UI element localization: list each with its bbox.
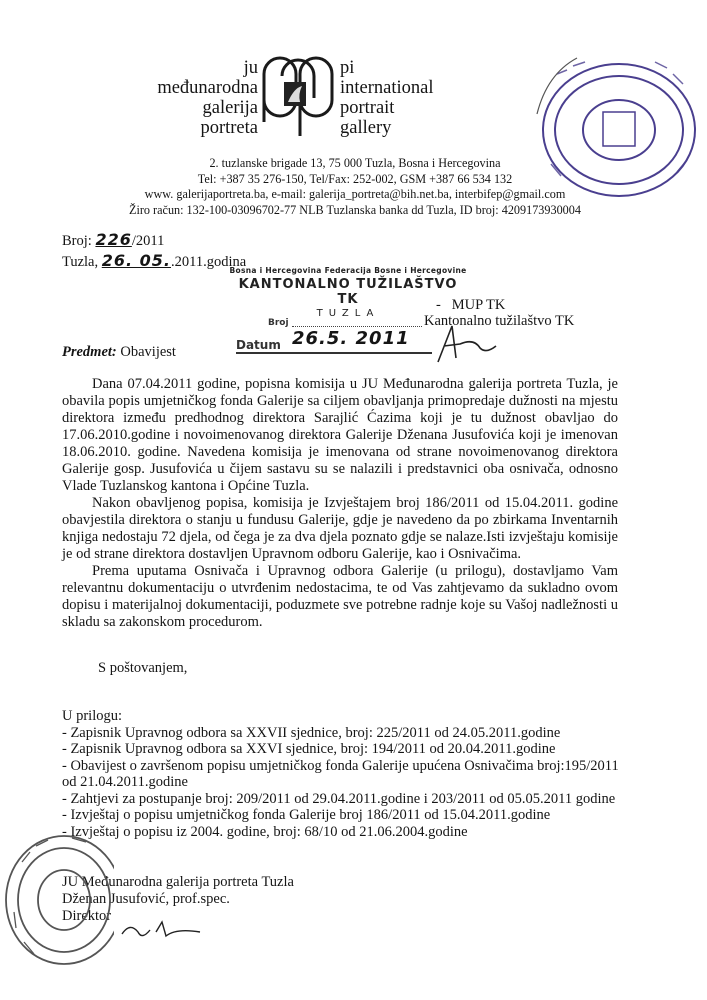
signature-institution: JU Međunarodna galerija portreta Tuzla xyxy=(62,874,294,890)
body-paragraph: Nakon obavljenog popisa, komisija je Izvještajem broj 186/2011 od 15.04.2011. godine obavjestila direktora o stanju u fundusu Galerije, gdje je navedeno da po zbirkama Inventarnih knjiga nedostaju 72 djela, od čega je za dva djela poznato gdje se nalaze.Isti izvještaju komisije je od strane direktora dostavljen Upravnom odboru Galerije, kao i Osnivačima. xyxy=(62,495,618,562)
received-stamp-broj-line xyxy=(292,326,422,327)
signature-name: Dženan Jusufović, prof.spec. xyxy=(62,891,230,907)
received-stamp-broj-label: Broj xyxy=(268,318,289,328)
received-stamp-datum-label: Datum xyxy=(236,338,281,352)
greeting: S poštovanjem, xyxy=(98,660,188,676)
attachment-item: - Zapisnik Upravnog odbora sa XXVI sjednice, broj: 194/2011 od 20.04.2011.godine xyxy=(62,741,556,757)
body-paragraph: Prema uputama Osnivača i Upravnog odbora Galerije (u prilogu), dostavljamo Vam relevantnu dokumentaciju o utvrđenim nedostacima, te od Vas zahtjevamo da sukladno ovom dopisu i materijalnoj dokumentaciji, poduzmete sve potrebne radnje koje su Vašoj nadležnosti u skladu sa zakonskom procedurom. xyxy=(62,563,618,630)
address-line: 2. tuzlanske brigade 13, 75 000 Tuzla, Bosna i Hercegovina xyxy=(209,156,501,170)
reference-date-rest: .2011.godina xyxy=(171,254,247,270)
attachment-item: - Zahtjevi za postupanje broj: 209/2011 od 29.04.2011.godine i 203/2011 od 05.05.2011 godine xyxy=(62,790,616,807)
attachment-item: - Obavijest o završenom popisu umjetničkog fonda Galerije upućena Osnivačima broj:195/2011 od 21.04.2011.godine xyxy=(62,757,619,790)
subject-label: Predmet: xyxy=(62,344,117,360)
received-stamp-city: TUZLA xyxy=(316,308,380,319)
reference-number xyxy=(62,230,164,250)
reference-date xyxy=(62,251,246,271)
letter-body xyxy=(62,376,618,631)
body-paragraph: Dana 07.04.2011 godine, popisna komisija u JU Međunarodna galerija portreta Tuzla, je obavila popis umjetničkog fonda Galerije sa ciljem obavljanja primopredaje dužnosti na mjestu direktora između predhodnog direktora Sarajlić Ćazima koji je tu dužnost obavljao do 17.06.2010.godine i novoimenovanog direktora Galerije Dženana Jusufovića koji je imenovan 18.06.2010. godine. Navedena komisija je imenovana od strane novoimenovanog direktora Galerije gosp. Jusufovića u čijem sastavu su se nalazili i predstavnici oba osnivača, odnosno Vlade Tuzlanskog kantona i Općine Tuzla. xyxy=(62,376,618,494)
letterhead-name-international xyxy=(340,58,490,138)
received-stamp-header: Bosna i Hercegovina Federacija Bosne i Hercegovine xyxy=(229,266,467,275)
address-line: Žiro račun: 132-100-03096702-77 NLB Tuzlanska banka dd Tuzla, ID broj: 4209173930004 xyxy=(129,202,581,217)
official-stamp-top-right xyxy=(527,44,705,204)
signature-title: Direktor xyxy=(62,908,112,924)
attachment-item: - Izvještaj o popisu umjetničkog fonda Galerije broj 186/2011 od 15.04.2011.godine xyxy=(62,807,551,823)
address-line: www. galerijaportreta.ba, e-mail: galerija_portreta@bih.net.ba, interbifep@gmail.com xyxy=(144,187,566,201)
letterhead-intl-line: pi xyxy=(340,58,355,78)
attachments-list xyxy=(62,708,622,840)
attachments-label: U prilogu: xyxy=(62,708,123,724)
addressee-dash: - xyxy=(436,297,441,313)
received-stamp xyxy=(228,266,468,319)
letterhead-local-line: galerija xyxy=(202,98,258,118)
subject-value: Obavijest xyxy=(120,344,176,360)
reference-date-handwritten: 26. 05. xyxy=(101,251,172,270)
letterhead-intl-line: portrait xyxy=(340,98,395,118)
letterhead-intl-line: gallery xyxy=(340,118,392,138)
letterhead-local-line: međunarodna xyxy=(157,78,258,98)
director-signature xyxy=(116,912,206,948)
addressee-line: MUP TK xyxy=(451,297,506,313)
letterhead-intl-line: international xyxy=(340,78,434,98)
gallery-logo xyxy=(258,52,338,140)
reference-place: Tuzla, xyxy=(62,254,99,270)
attachment-item: - Izvještaj o popisu iz 2004. godine, broj: 68/10 od 21.06.2004.godine xyxy=(62,823,468,840)
received-stamp-date-handwritten: 26.5. 2011 xyxy=(292,328,410,349)
letterhead-name-local xyxy=(140,58,258,138)
letterhead-local-line: portreta xyxy=(200,118,258,138)
address-line: Tel: +387 35 276-150, Tel/Fax: 252-002, GSM +387 66 534 132 xyxy=(197,171,513,186)
attachment-item: - Zapisnik Upravnog odbora sa XXVII sjednice, broj: 225/2011 od 24.05.2011.godine xyxy=(62,724,561,741)
subject xyxy=(62,344,176,361)
reference-number-handwritten: 226 xyxy=(95,230,132,249)
addressee xyxy=(424,297,575,329)
official-stamp-bottom-left xyxy=(2,822,114,972)
letterhead-local-line: ju xyxy=(243,58,258,78)
addressee-line: Kantonalno tužilaštvo TK xyxy=(424,313,575,329)
received-stamp-date-line xyxy=(236,352,432,354)
received-stamp-institution: KANTONALNO TUŽILAŠTVO TK xyxy=(238,277,458,307)
reference-number-label: Broj: xyxy=(62,233,92,249)
reference-number-year: /2011 xyxy=(131,233,165,249)
